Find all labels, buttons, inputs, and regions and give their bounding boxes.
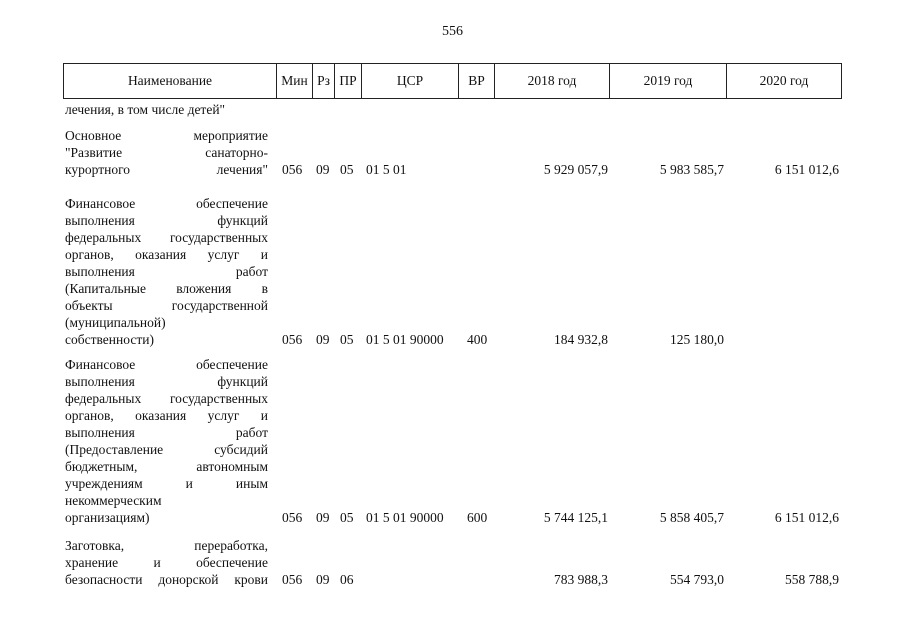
row-name-line: (Предоставление субсидий bbox=[65, 442, 268, 457]
row-name-line: хранение и обеспечение bbox=[65, 555, 268, 570]
row-name-line: безопасности донорской крови bbox=[65, 572, 268, 587]
row-vr-cell: 400 bbox=[467, 332, 488, 347]
row-name-line: Заготовка, переработка, bbox=[65, 538, 268, 553]
row-rz-cell: 09 bbox=[316, 332, 330, 347]
row-name-line: организациям) bbox=[65, 510, 150, 525]
row-pr-cell: 05 bbox=[340, 510, 354, 525]
table-header bbox=[63, 63, 842, 99]
row-y2019-cell: 5 858 405,7 bbox=[659, 510, 724, 525]
row-min-cell: 056 bbox=[282, 572, 303, 587]
row-min-cell: 056 bbox=[282, 332, 303, 347]
row-name-line: выполнения работ bbox=[65, 264, 268, 279]
header-2020: 2020 год bbox=[726, 63, 842, 99]
row-name-line: курортного лечения" bbox=[65, 162, 268, 177]
row-name-line: выполнения функций bbox=[65, 374, 268, 389]
row-name-line: органов, оказания услуг и bbox=[65, 408, 268, 423]
row-vr-cell: 600 bbox=[467, 510, 488, 525]
row-name-line: Финансовое обеспечение bbox=[65, 196, 268, 211]
row-name-line: бюджетным, автономным bbox=[65, 459, 268, 474]
header-min: Мин bbox=[276, 63, 312, 99]
row-name-line: учреждениям и иным bbox=[65, 476, 268, 491]
row-y2018-cell: 5 929 057,9 bbox=[543, 162, 608, 177]
row-name-line: Основное мероприятие bbox=[65, 128, 268, 143]
row-rz-cell: 09 bbox=[316, 510, 330, 525]
row-y2020-cell: 6 151 012,6 bbox=[774, 510, 839, 525]
row-name-line: федеральных государственных bbox=[65, 391, 268, 406]
row-y2018-cell: 184 932,8 bbox=[554, 332, 608, 347]
row-pr-cell: 05 bbox=[340, 162, 354, 177]
row-y2019-cell: 554 793,0 bbox=[670, 572, 724, 587]
row-y2020-cell: 6 151 012,6 bbox=[774, 162, 839, 177]
row-name-line: (муниципальной) bbox=[65, 315, 166, 330]
row-min-cell: 056 bbox=[282, 510, 303, 525]
row-min-cell: 056 bbox=[282, 162, 303, 177]
header-name: Наименование bbox=[63, 63, 276, 99]
carryover-line: лечения, в том числе детей" bbox=[65, 102, 226, 117]
row-csr-cell: 01 5 01 bbox=[366, 162, 407, 177]
row-pr-cell: 06 bbox=[340, 572, 354, 587]
row-name-line: органов, оказания услуг и bbox=[65, 247, 268, 262]
row-y2020-cell: 558 788,9 bbox=[785, 572, 839, 587]
header-pr: ПР bbox=[334, 63, 361, 99]
row-rz-cell: 09 bbox=[316, 572, 330, 587]
row-name-line: выполнения работ bbox=[65, 425, 268, 440]
row-name-line: федеральных государственных bbox=[65, 230, 268, 245]
row-y2018-cell: 783 988,3 bbox=[554, 572, 608, 587]
row-csr-cell: 01 5 01 90000 bbox=[366, 332, 444, 347]
row-pr-cell: 05 bbox=[340, 332, 354, 347]
row-name-line: собственности) bbox=[65, 332, 154, 347]
row-y2019-cell: 125 180,0 bbox=[670, 332, 724, 347]
row-y2019-cell: 5 983 585,7 bbox=[659, 162, 724, 177]
row-name-line: некоммерческим bbox=[65, 493, 162, 508]
header-2018: 2018 год bbox=[494, 63, 609, 99]
row-y2018-cell: 5 744 125,1 bbox=[543, 510, 608, 525]
row-csr-cell: 01 5 01 90000 bbox=[366, 510, 444, 525]
row-name-line: объекты государственной bbox=[65, 298, 268, 313]
row-name-line: выполнения функций bbox=[65, 213, 268, 228]
header-2019: 2019 год bbox=[609, 63, 726, 99]
header-vr: ВР bbox=[458, 63, 494, 99]
header-csr: ЦСР bbox=[361, 63, 458, 99]
page-number: 556 bbox=[442, 24, 463, 39]
row-name-line: "Развитие санаторно- bbox=[65, 145, 268, 160]
row-rz-cell: 09 bbox=[316, 162, 330, 177]
header-rz: Рз bbox=[312, 63, 334, 99]
row-name-line: Финансовое обеспечение bbox=[65, 357, 268, 372]
row-name-line: (Капитальные вложения в bbox=[65, 281, 268, 296]
